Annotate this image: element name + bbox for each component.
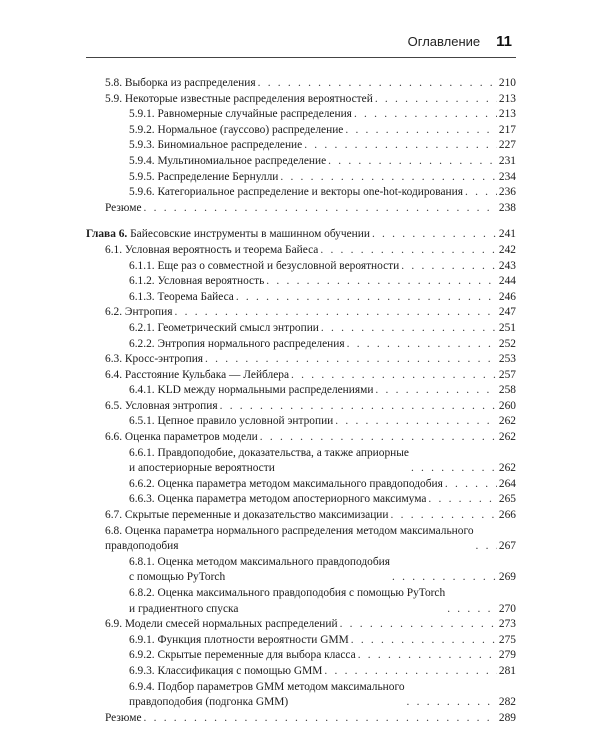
toc-entry-title: 6.2.1. Геометрический смысл энтропии	[129, 321, 319, 334]
toc-entry[interactable]	[86, 185, 516, 201]
toc-entry[interactable]	[86, 201, 516, 217]
leader-dots	[345, 123, 497, 139]
toc-entry-title: 6.5. Условная энтропия	[105, 399, 218, 412]
toc-entry-page: 267	[498, 540, 516, 553]
toc-entry-title: 6.4. Расстояние Кульбака — Лейблера	[105, 368, 290, 381]
toc-entry-title: 6.3. Кросс-энтропия	[105, 353, 204, 366]
toc-entry-page: 258	[498, 384, 516, 397]
toc-entry[interactable]	[86, 92, 516, 108]
leader-dots	[358, 648, 497, 664]
toc-entry-page: 227	[498, 139, 516, 152]
leader-dots	[321, 321, 497, 337]
toc-entry[interactable]	[86, 617, 516, 633]
toc-entry-page: 234	[498, 170, 516, 183]
toc-entry[interactable]	[86, 107, 516, 123]
toc-entry-page: 243	[498, 259, 516, 272]
leader-dots	[411, 461, 497, 477]
toc-entry[interactable]	[86, 337, 516, 353]
running-header	[408, 33, 512, 50]
toc-entry-page: 264	[498, 477, 516, 490]
leader-dots	[144, 711, 497, 727]
leader-dots	[445, 477, 497, 493]
leader-dots	[392, 570, 497, 586]
toc-entry-title-line: 6.8.1. Оценка методом максимального правдоподобия	[129, 555, 390, 568]
toc-entry[interactable]	[86, 274, 516, 290]
toc-entry-page: 253	[498, 353, 516, 366]
leader-dots	[465, 185, 497, 201]
leader-dots	[447, 602, 497, 618]
leader-dots	[354, 107, 497, 123]
toc-entry-title	[86, 227, 370, 243]
toc-entry[interactable]	[86, 321, 516, 337]
leader-dots	[144, 201, 497, 217]
toc-entry-title	[129, 586, 445, 617]
toc-entry[interactable]	[86, 711, 516, 727]
table-of-contents	[86, 76, 516, 726]
toc-entry-page: 246	[498, 290, 516, 303]
leader-dots	[266, 274, 497, 290]
leader-dots	[258, 76, 497, 92]
leader-dots	[205, 352, 497, 368]
toc-entry-title-line: правдоподобия (подгонка GMM)	[129, 696, 289, 709]
toc-entry[interactable]	[86, 154, 516, 170]
leader-dots	[320, 243, 497, 259]
toc-entry-page: 217	[498, 123, 516, 136]
toc-entry-page: 242	[498, 243, 516, 256]
toc-entry-title-line: 6.9.4. Подбор параметров GMM методом максимального	[129, 680, 405, 693]
toc-entry-page: 266	[498, 509, 516, 522]
toc-entry[interactable]	[86, 680, 516, 711]
leader-dots	[391, 508, 497, 524]
toc-entry-title: 5.9. Некоторые известные распределения вероятностей	[105, 92, 373, 105]
toc-entry[interactable]	[86, 368, 516, 384]
toc-entry-page: 273	[498, 618, 516, 631]
toc-entry-title: 5.8. Выборка из распределения	[105, 77, 256, 89]
leader-dots	[175, 305, 497, 321]
header-page-number: 11	[496, 33, 512, 50]
toc-entry[interactable]	[86, 414, 516, 430]
leader-dots	[220, 399, 497, 415]
toc-entry-page: 210	[498, 77, 516, 89]
toc-entry[interactable]	[86, 305, 516, 321]
header-title: Оглавление	[407, 34, 481, 49]
leader-dots	[375, 92, 497, 108]
leader-dots	[236, 290, 497, 306]
toc-entry-title: 6.2.2. Энтропия нормального распределения	[129, 337, 345, 350]
toc-entry-title: Резюме	[105, 711, 142, 724]
toc-entry-title: 6.4.1. KLD между нормальными распределениями	[129, 384, 374, 397]
toc-entry-page: 275	[498, 633, 516, 646]
toc-entry-title-line: 6.8.2. Оценка максимального правдоподобия с помощью PyTorch	[129, 587, 446, 599]
toc-entry-page: 265	[498, 493, 516, 506]
toc-entry-title: 6.9.3. Классификация с помощью GMM	[129, 664, 323, 677]
toc-entry[interactable]	[86, 123, 516, 139]
toc-entry-title: 5.9.6. Категориальное распределение и векторы one-hot-кодирования	[129, 186, 463, 199]
toc-entry-title: 6.5.1. Цепное правило условной энтропии	[129, 415, 334, 428]
toc-entry[interactable]	[86, 664, 516, 680]
toc-entry-title: 5.9.1. Равномерные случайные распределения	[129, 108, 352, 121]
toc-entry-title	[105, 524, 474, 555]
toc-entry-page: 241	[498, 228, 516, 241]
toc-entry-page: 213	[498, 108, 516, 121]
toc-entry[interactable]	[86, 383, 516, 399]
toc-entry-page: 244	[498, 275, 516, 288]
leader-dots	[401, 259, 497, 275]
toc-entry[interactable]	[86, 259, 516, 275]
toc-chapter-entry[interactable]	[86, 227, 516, 243]
toc-entry-page: 238	[498, 201, 516, 214]
toc-entry-title: 6.6.2. Оценка параметра методом максимального правдоподобия	[129, 477, 443, 490]
toc-entry-page: 252	[498, 337, 516, 350]
toc-entry-page: 251	[498, 321, 516, 334]
leader-dots	[335, 414, 497, 430]
toc-entry-page: 279	[498, 649, 516, 662]
toc-entry-page: 260	[498, 399, 516, 412]
toc-entry[interactable]	[86, 492, 516, 508]
toc-entry-title: 5.9.2. Нормальное (гауссово) распределение	[129, 123, 344, 136]
toc-entry-page: 262	[498, 462, 516, 475]
leader-dots	[428, 492, 497, 508]
leader-dots	[372, 227, 497, 243]
toc-entry-title: 6.6.3. Оценка параметра методом апостериорного максимума	[129, 493, 427, 506]
leader-dots	[476, 539, 497, 555]
toc-entry-title	[129, 555, 390, 586]
toc-entry[interactable]	[86, 555, 516, 586]
toc-entry[interactable]	[86, 524, 516, 555]
toc-entry-page: 262	[498, 431, 516, 444]
toc-entry-title: Резюме	[105, 201, 142, 214]
toc-entry-page: 236	[498, 186, 516, 199]
chapter-label: Глава 6.	[86, 228, 128, 241]
leader-dots	[375, 383, 496, 399]
toc-entry[interactable]	[86, 399, 516, 415]
toc-entry-title-line: правдоподобия	[105, 540, 179, 553]
leader-dots	[304, 138, 497, 154]
toc-entry-title-line: и апостериорные вероятности	[129, 462, 275, 475]
leader-dots	[291, 368, 497, 384]
toc-entry-title: 5.9.5. Распределение Бернулли	[129, 170, 279, 183]
toc-entry-page: 289	[498, 711, 516, 724]
toc-entry[interactable]	[86, 290, 516, 306]
toc-entry[interactable]	[86, 76, 516, 92]
toc-entry-title: 6.9.2. Скрытые переменные для выбора класса	[129, 649, 356, 662]
toc-entry-page: 247	[498, 306, 516, 319]
leader-dots	[347, 337, 497, 353]
toc-entry[interactable]	[86, 586, 516, 617]
leader-dots	[340, 617, 497, 633]
toc-entry-page: 269	[498, 571, 516, 584]
toc-entry-title-line: 6.6.1. Правдоподобие, доказательства, а также априорные	[129, 446, 409, 459]
toc-entry-page: 257	[498, 368, 516, 381]
toc-entry-title: 6.1.3. Теорема Байеса	[129, 290, 234, 303]
toc-entry[interactable]	[86, 446, 516, 477]
toc-entry[interactable]	[86, 633, 516, 649]
toc-entry[interactable]	[86, 138, 516, 154]
toc-entry-title-line: и градиентного спуска	[129, 602, 239, 615]
toc-entry-title: 6.1.2. Условная вероятность	[129, 275, 265, 288]
chapter-gap	[86, 216, 516, 227]
toc-entry[interactable]	[86, 508, 516, 524]
toc-entry[interactable]	[86, 170, 516, 186]
toc-entry[interactable]	[86, 477, 516, 493]
leader-dots	[260, 430, 497, 446]
toc-entry-page: 282	[498, 696, 516, 709]
toc-entry-title: 5.9.3. Биномиальное распределение	[129, 139, 303, 152]
toc-entry-title-line: 6.8. Оценка параметра нормального распределения методом максимального	[105, 524, 474, 537]
leader-dots	[407, 695, 497, 711]
leader-dots	[280, 170, 497, 186]
toc-entry-page: 270	[498, 602, 516, 615]
toc-entry[interactable]	[86, 648, 516, 664]
toc-entry-title: 6.2. Энтропия	[105, 306, 173, 319]
toc-entry-title: 6.7. Скрытые переменные и доказательство максимизации	[105, 509, 389, 522]
chapter-title: Байесовские инструменты в машинном обучении	[127, 228, 370, 241]
toc-entry[interactable]	[86, 352, 516, 368]
toc-entry-title-line: с помощью PyTorch	[129, 571, 226, 584]
toc-entry-title: 6.9.1. Функция плотности вероятности GMM	[129, 633, 349, 646]
toc-entry-title: 6.1.1. Еще раз о совместной и безусловной вероятности	[129, 259, 400, 272]
toc-entry-title: 6.1. Условная вероятность и теорема Байеса	[105, 243, 319, 256]
toc-entry-page: 213	[498, 92, 516, 105]
toc-entry-page: 262	[498, 415, 516, 428]
toc-entry-title: 6.6. Оценка параметров модели	[105, 431, 258, 444]
toc-entry-title	[129, 680, 405, 711]
leader-dots	[324, 664, 497, 680]
toc-entry-title: 6.9. Модели смесей нормальных распределений	[105, 618, 338, 631]
leader-dots	[351, 633, 497, 649]
toc-entry[interactable]	[86, 243, 516, 259]
leader-dots	[328, 154, 497, 170]
toc-entry-title	[129, 446, 409, 477]
toc-entry[interactable]	[86, 430, 516, 446]
header-rule	[86, 57, 516, 58]
toc-entry-page: 281	[498, 664, 516, 677]
toc-entry-title: 5.9.4. Мультиномиальное распределение	[129, 154, 327, 167]
toc-entry-page: 231	[498, 154, 516, 167]
